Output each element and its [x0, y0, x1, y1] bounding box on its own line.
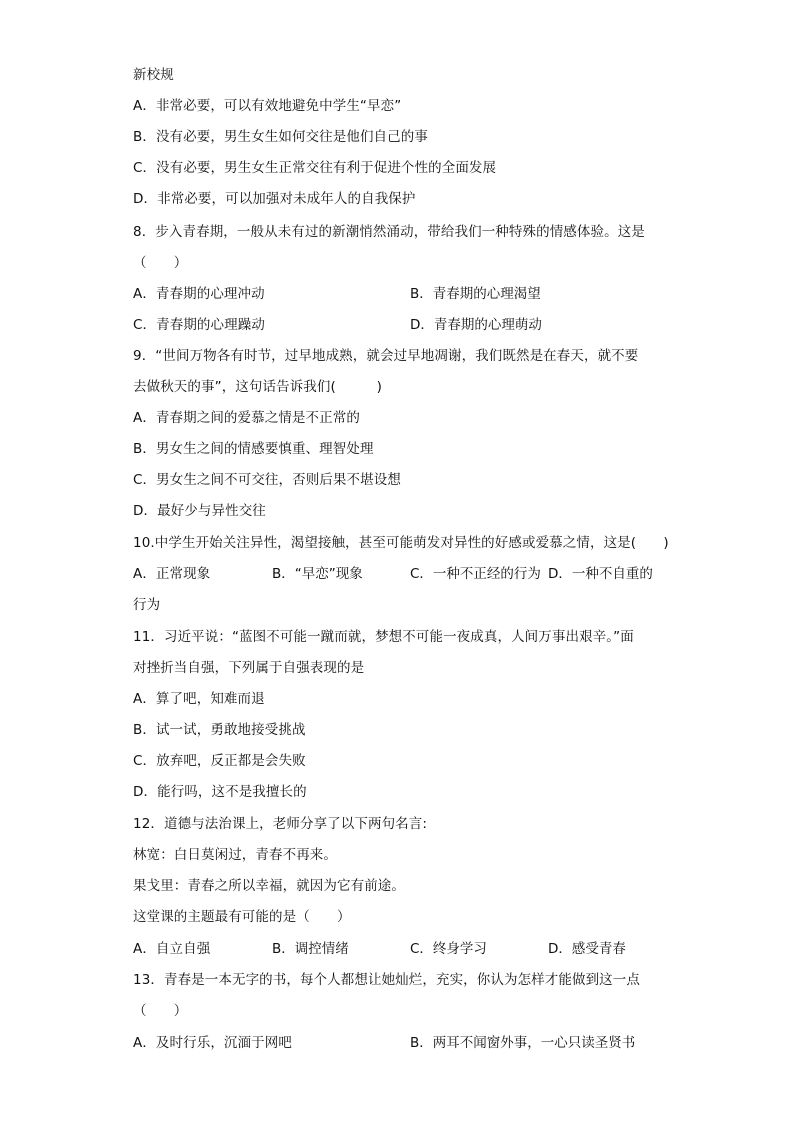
question-10-option-a: A．正常现象 — [133, 566, 211, 582]
question-8-option-b: B．青春期的心理渴望 — [410, 286, 541, 302]
question-9-cont: 去做秋天的事”，这句话告诉我们( ) — [133, 379, 383, 395]
question-11-option-a: A．算了吧，知难而退 — [133, 691, 265, 707]
question-12-prompt: 这堂课的主题最有可能的是（ ） — [133, 909, 351, 925]
question-13: 13．青春是一本无字的书，每个人都想让她灿烂，充实，你认为怎样才能做到这一点 — [133, 972, 640, 988]
question-8-blank: （ ） — [133, 255, 188, 271]
question-11-option-d: D．能行吗，这不是我擅长的 — [133, 784, 307, 800]
question-8-option-d: D．青春期的心理萌动 — [410, 317, 542, 333]
question-11-option-c: C．放弃吧，反正都是会失败 — [133, 753, 306, 769]
quote-2: 果戈里：青春之所以幸福，就因为它有前途。 — [133, 878, 405, 894]
question-8: 8．步入青春期，一般从未有过的新潮悄然涌动，带给我们一种特殊的情感体验。这是 — [133, 224, 645, 240]
question-12-option-d: D．感受青春 — [548, 941, 626, 957]
quote-1: 林宽：白日莫闲过，青春不再来。 — [133, 847, 337, 863]
option-d: D．非常必要，可以加强对未成年人的自我保护 — [133, 191, 416, 207]
text-line: 新校规 — [133, 67, 174, 83]
question-11-option-b: B．试一试，勇敢地接受挑战 — [133, 722, 306, 738]
question-8-option-c: C．青春期的心理躁动 — [133, 317, 265, 333]
option-b: B．没有必要，男生女生如何交往是他们自己的事 — [133, 129, 428, 145]
question-11: 11．习近平说：“蓝图不可能一蹴而就，梦想不可能一夜成真，人间万事出艰辛。”面 — [133, 629, 634, 645]
option-c: C．没有必要，男生女生正常交往有利于促进个性的全面发展 — [133, 160, 497, 176]
option-a: A．非常必要，可以有效地避免中学生“早恋” — [133, 98, 402, 114]
question-10: 10.中学生开始关注异性，渴望接触，甚至可能萌发对异性的好感或爱慕之情，这是( ) — [133, 535, 669, 551]
question-9-option-c: C．男女生之间不可交往，否则后果不堪设想 — [133, 472, 401, 488]
question-12-option-b: B．调控情绪 — [272, 941, 349, 957]
question-12: 12．道德与法治课上，老师分享了以下两句名言: — [133, 816, 428, 832]
question-9-option-d: D．最好少与异性交往 — [133, 503, 266, 519]
question-13-option-a: A．及时行乐，沉湎于网吧 — [133, 1035, 292, 1051]
question-9-option-a: A．青春期之间的爱慕之情是不正常的 — [133, 410, 360, 426]
question-13-option-b: B．两耳不闻窗外事，一心只读圣贤书 — [410, 1035, 636, 1051]
question-10-option-b: B．“早恋”现象 — [272, 566, 363, 582]
question-10-option-d: D．一种不自重的 — [548, 566, 653, 582]
question-12-option-a: A．自立自强 — [133, 941, 211, 957]
question-9: 9．“世间万物各有时节，过早地成熟，就会过早地凋谢，我们既然是在春天，就不要 — [133, 348, 639, 364]
question-8-option-a: A．青春期的心理冲动 — [133, 286, 265, 302]
question-12-option-c: C．终身学习 — [410, 941, 487, 957]
question-9-option-b: B．男女生之间的情感要慎重、理智处理 — [133, 441, 374, 457]
question-11-cont: 对挫折当自强，下列属于自强表现的是 — [133, 660, 365, 676]
question-13-blank: （ ） — [133, 1003, 188, 1019]
question-10-option-d-cont: 行为 — [133, 597, 161, 613]
question-10-option-c: C．一种不正经的行为 — [410, 566, 541, 582]
